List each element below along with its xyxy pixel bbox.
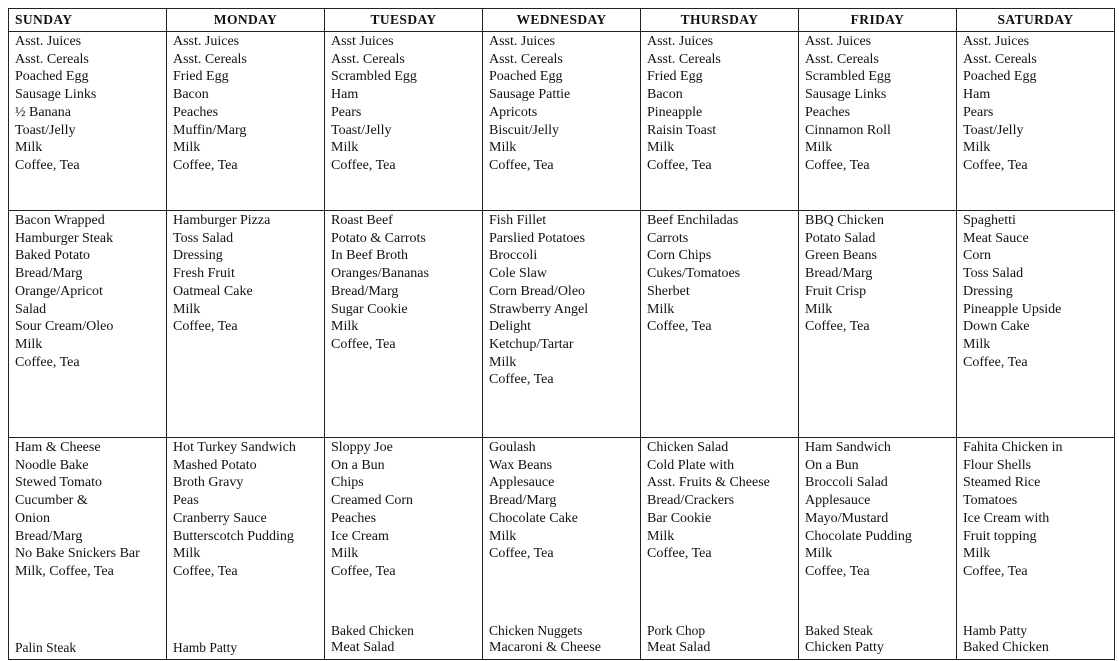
menu-item: Mashed Potato [173, 457, 257, 473]
menu-item: Ham [331, 87, 359, 103]
menu-item: BBQ Chicken [805, 213, 884, 228]
dinner-alternate-items [489, 622, 601, 656]
menu-item: Milk [805, 301, 833, 317]
menu-item: Green Beans [805, 248, 877, 264]
menu-item: Asst. Juices [15, 34, 82, 49]
dinner-items [331, 439, 482, 581]
menu-item: Asst. Juices [173, 34, 240, 49]
dinner-row [9, 438, 1115, 660]
alternate-menu-item: Pork Chop [647, 623, 706, 638]
menu-item: Ham Sandwich [805, 440, 891, 455]
menu-item: Asst. Cereals [805, 51, 879, 67]
menu-item: Asst. Cereals [647, 51, 721, 67]
menu-item: Milk [489, 140, 517, 156]
menu-item: Cranberry Sauce [173, 510, 267, 526]
menu-item: Milk [805, 546, 833, 562]
menu-item: Bar Cookie [647, 510, 712, 526]
breakfast-cell-thursday [641, 32, 799, 211]
menu-item: Cold Plate with [647, 457, 735, 473]
breakfast-items [805, 33, 956, 175]
menu-item: Corn [963, 248, 991, 264]
menu-item: Poached Egg [15, 69, 89, 85]
menu-item: Peas [173, 493, 199, 509]
dinner-cell-tuesday [325, 438, 483, 660]
menu-item: Cukes/Tomatoes [647, 266, 741, 282]
menu-item: Beef Enchiladas [647, 213, 739, 228]
menu-item: Chips [331, 475, 364, 491]
dinner-cell-thursday [641, 438, 799, 660]
alternate-menu-item: Baked Chicken [331, 623, 414, 638]
breakfast-cell-saturday [957, 32, 1115, 211]
menu-item: Asst. Juices [647, 34, 714, 49]
menu-item: Ketchup/Tartar [489, 336, 574, 352]
menu-item: Pears [331, 104, 362, 120]
lunch-items [963, 212, 1114, 371]
menu-item: No Bake Snickers Bar [15, 546, 140, 562]
menu-item: Asst. Cereals [15, 51, 89, 67]
menu-item: Noodle Bake [15, 457, 89, 473]
breakfast-row [9, 32, 1115, 211]
menu-item: Coffee, Tea [173, 157, 238, 173]
menu-item: Coffee, Tea [331, 336, 396, 352]
menu-item: Coffee, Tea [647, 319, 712, 335]
lunch-cell-tuesday [325, 211, 483, 438]
lunch-cell-monday [167, 211, 325, 438]
menu-item: Milk [173, 301, 201, 317]
day-header-thursday: THURSDAY [641, 9, 799, 32]
menu-item: Milk [15, 140, 43, 156]
menu-item: Coffee, Tea [805, 563, 870, 579]
menu-item: Asst. Juices [489, 34, 556, 49]
dinner-cell-wednesday [483, 438, 641, 660]
lunch-items [647, 212, 798, 336]
menu-item: Poached Egg [489, 69, 563, 85]
menu-item: In Beef Broth [331, 248, 408, 264]
menu-item: Milk [489, 528, 517, 544]
menu-item: Corn Chips [647, 248, 712, 264]
menu-item: Coffee, Tea [489, 157, 554, 173]
menu-item: Flour Shells [963, 457, 1032, 473]
menu-item: Biscuit/Jelly [489, 122, 559, 138]
menu-item: Pineapple Upside [963, 301, 1062, 317]
menu-item: Asst. Juices [963, 34, 1030, 49]
menu-item: Fruit topping [963, 528, 1037, 544]
menu-item: Milk [805, 140, 833, 156]
menu-item: Bread/Marg [15, 266, 83, 282]
menu-item: Hamburger Steak [15, 230, 114, 246]
menu-item: Goulash [489, 440, 536, 455]
menu-item: Asst. Cereals [331, 51, 405, 67]
day-header-sunday: SUNDAY [9, 9, 167, 32]
lunch-cell-wednesday [483, 211, 641, 438]
menu-item: Corn Bread/Oleo [489, 283, 586, 299]
menu-item: On a Bun [805, 457, 859, 473]
menu-item: On a Bun [331, 457, 385, 473]
menu-item: Chocolate Pudding [805, 528, 912, 544]
menu-item: Oatmeal Cake [173, 283, 253, 299]
breakfast-items [963, 33, 1114, 175]
lunch-cell-thursday [641, 211, 799, 438]
day-header-friday: FRIDAY [799, 9, 957, 32]
menu-item: Asst. Cereals [489, 51, 563, 67]
menu-item: Ham [963, 87, 991, 103]
menu-item: Sausage Links [15, 87, 97, 103]
menu-item: Delight [489, 319, 531, 335]
menu-item: Ice Cream with [963, 510, 1050, 526]
menu-item: Milk [647, 140, 675, 156]
menu-item: Cole Slaw [489, 266, 547, 282]
dinner-items [489, 439, 640, 563]
menu-item: Broccoli Salad [805, 475, 888, 491]
breakfast-items [173, 33, 324, 175]
menu-item: Milk [331, 140, 359, 156]
menu-item: Sausage Links [805, 87, 887, 103]
menu-item: Mayo/Mustard [805, 510, 889, 526]
dinner-items [805, 439, 956, 581]
menu-item: Coffee, Tea [173, 563, 238, 579]
dinner-alternate-items [805, 622, 884, 656]
menu-item: Fried Egg [173, 69, 229, 85]
menu-item: Roast Beef [331, 213, 393, 228]
menu-item: Bread/Marg [805, 266, 873, 282]
menu-item: Asst. Cereals [173, 51, 247, 67]
menu-item: Bacon [647, 87, 683, 103]
menu-item: Toss Salad [963, 266, 1024, 282]
menu-item: Wax Beans [489, 457, 553, 473]
menu-item: Broth Gravy [173, 475, 244, 491]
menu-item: Down Cake [963, 319, 1030, 335]
menu-item: Toast/Jelly [963, 122, 1024, 138]
menu-item: Steamed Rice [963, 475, 1041, 491]
dinner-cell-saturday [957, 438, 1115, 660]
menu-item: Chocolate Cake [489, 510, 579, 526]
menu-item: Asst Juices [331, 34, 394, 49]
menu-item: Butterscotch Pudding [173, 528, 294, 544]
menu-item: Orange/Apricot [15, 283, 103, 299]
menu-item: Coffee, Tea [805, 157, 870, 173]
lunch-items [805, 212, 956, 336]
alternate-menu-item: Chicken Patty [805, 640, 884, 655]
dinner-cell-monday [167, 438, 325, 660]
menu-item: Asst. Juices [805, 34, 872, 49]
menu-item: Carrots [647, 230, 689, 246]
alternate-menu-item: Chicken Nuggets [489, 623, 583, 638]
menu-item: Hot Turkey Sandwich [173, 440, 296, 455]
menu-item: Raisin Toast [647, 122, 717, 138]
breakfast-items [331, 33, 482, 175]
menu-item: Stewed Tomato [15, 475, 103, 491]
menu-item: Poached Egg [963, 69, 1037, 85]
breakfast-cell-wednesday [483, 32, 641, 211]
menu-item: Pears [963, 104, 994, 120]
menu-item: Fried Egg [647, 69, 703, 85]
menu-item: Coffee, Tea [15, 354, 80, 370]
menu-item: Milk [963, 336, 991, 352]
menu-item: Bread/Crackers [647, 493, 735, 509]
dinner-cell-friday [799, 438, 957, 660]
menu-item: Scrambled Egg [331, 69, 417, 85]
menu-item: Milk [15, 336, 43, 352]
lunch-items [173, 212, 324, 336]
menu-item: Bread/Marg [15, 528, 83, 544]
alternate-menu-item: Meat Salad [647, 640, 711, 655]
menu-item: ½ Banana [15, 104, 71, 120]
menu-item: Peaches [173, 104, 219, 120]
menu-item: Sloppy Joe [331, 440, 393, 455]
menu-item: Potato & Carrots [331, 230, 426, 246]
alternate-menu-item: Hamb Patty [963, 623, 1028, 638]
menu-item: Coffee, Tea [963, 354, 1028, 370]
dinner-alternate-items [331, 622, 414, 656]
menu-item: Coffee, Tea [963, 563, 1028, 579]
menu-item: Coffee, Tea [331, 563, 396, 579]
lunch-row [9, 211, 1115, 438]
menu-item: Baked Potato [15, 248, 91, 264]
menu-item: Bread/Marg [331, 283, 399, 299]
dinner-cell-sunday [9, 438, 167, 660]
dinner-alternate-items [173, 639, 237, 656]
lunch-items [15, 212, 166, 371]
menu-item: Peaches [331, 510, 377, 526]
menu-item: Salad [15, 301, 47, 317]
lunch-items [331, 212, 482, 354]
menu-item: Coffee, Tea [963, 157, 1028, 173]
menu-item: Milk [963, 546, 991, 562]
menu-item: Apricots [489, 104, 538, 120]
menu-item: Strawberry Angel [489, 301, 589, 317]
menu-item: Coffee, Tea [805, 319, 870, 335]
breakfast-cell-sunday [9, 32, 167, 211]
menu-item: Fahita Chicken in [963, 440, 1063, 455]
menu-item: Coffee, Tea [647, 546, 712, 562]
menu-item: Onion [15, 510, 50, 526]
menu-item: Applesauce [805, 493, 871, 509]
menu-item: Creamed Corn [331, 493, 414, 509]
menu-item: Sugar Cookie [331, 301, 408, 317]
dinner-items [173, 439, 324, 581]
menu-item: Sherbet [647, 283, 690, 299]
day-header-tuesday: TUESDAY [325, 9, 483, 32]
menu-item: Hamburger Pizza [173, 213, 271, 228]
menu-item: Broccoli [489, 248, 538, 264]
dinner-items [15, 439, 166, 581]
menu-item: Asst. Cereals [963, 51, 1037, 67]
breakfast-items [647, 33, 798, 175]
menu-item: Coffee, Tea [489, 546, 554, 562]
menu-item: Milk [489, 354, 517, 370]
menu-item: Dressing [173, 248, 223, 264]
menu-item: Milk, Coffee, Tea [15, 563, 114, 579]
menu-item: Cucumber & [15, 493, 88, 509]
menu-item: Chicken Salad [647, 440, 729, 455]
menu-item: Fresh Fruit [173, 266, 235, 282]
menu-item: Milk [647, 301, 675, 317]
dinner-items [963, 439, 1114, 581]
menu-item: Fruit Crisp [805, 283, 867, 299]
breakfast-cell-tuesday [325, 32, 483, 211]
menu-item: Scrambled Egg [805, 69, 891, 85]
menu-item: Ham & Cheese [15, 440, 101, 455]
menu-item: Milk [331, 319, 359, 335]
breakfast-cell-monday [167, 32, 325, 211]
menu-item: Toss Salad [173, 230, 234, 246]
alternate-menu-item: Macaroni & Cheese [489, 640, 601, 655]
menu-item: Pineapple [647, 104, 703, 120]
menu-item: Sour Cream/Oleo [15, 319, 114, 335]
menu-item: Applesauce [489, 475, 555, 491]
breakfast-cell-friday [799, 32, 957, 211]
menu-item: Oranges/Bananas [331, 266, 429, 282]
menu-item: Cinnamon Roll [805, 122, 891, 138]
lunch-cell-friday [799, 211, 957, 438]
menu-item: Milk [963, 140, 991, 156]
menu-item: Toast/Jelly [331, 122, 392, 138]
breakfast-items [489, 33, 640, 175]
lunch-cell-saturday [957, 211, 1115, 438]
menu-item: Asst. Fruits & Cheese [647, 475, 770, 491]
menu-item: Coffee, Tea [331, 157, 396, 173]
menu-item: Coffee, Tea [647, 157, 712, 173]
menu-item: Coffee, Tea [15, 157, 80, 173]
menu-item: Muffin/Marg [173, 122, 247, 138]
breakfast-items [15, 33, 166, 175]
day-header-saturday: SATURDAY [957, 9, 1115, 32]
dinner-items [647, 439, 798, 563]
day-header-wednesday: WEDNESDAY [483, 9, 641, 32]
menu-item: Potato Salad [805, 230, 876, 246]
menu-item: Spaghetti [963, 213, 1016, 228]
menu-item: Milk [331, 546, 359, 562]
menu-item: Ice Cream [331, 528, 389, 544]
alternate-menu-item: Baked Steak [805, 623, 873, 638]
lunch-cell-sunday [9, 211, 167, 438]
menu-item: Parslied Potatoes [489, 230, 586, 246]
menu-item: Coffee, Tea [173, 319, 238, 335]
alternate-menu-item: Meat Salad [331, 640, 395, 655]
menu-item: Peaches [805, 104, 851, 120]
alternate-menu-item: Baked Chicken [963, 640, 1049, 655]
day-header-monday: MONDAY [167, 9, 325, 32]
menu-item: Milk [173, 546, 201, 562]
menu-item: Tomatoes [963, 493, 1018, 509]
menu-item: Coffee, Tea [489, 372, 554, 388]
alternate-menu-item: Hamb Patty [173, 640, 238, 655]
menu-item: Bacon Wrapped [15, 213, 105, 228]
day-header-row [9, 9, 1115, 32]
menu-item: Milk [647, 528, 675, 544]
menu-item: Dressing [963, 283, 1013, 299]
menu-item: Bacon [173, 87, 209, 103]
dinner-alternate-items [15, 639, 76, 656]
menu-item: Bread/Marg [489, 493, 557, 509]
menu-item: Toast/Jelly [15, 122, 76, 138]
menu-item: Fish Fillet [489, 213, 547, 228]
menu-item: Milk [173, 140, 201, 156]
alternate-menu-item: Palin Steak [15, 640, 77, 655]
dinner-alternate-items [647, 622, 710, 656]
menu-item: Sausage Pattie [489, 87, 571, 103]
lunch-items [489, 212, 640, 389]
weekly-menu-table [8, 8, 1115, 660]
menu-item: Meat Sauce [963, 230, 1029, 246]
dinner-alternate-items [963, 622, 1049, 656]
